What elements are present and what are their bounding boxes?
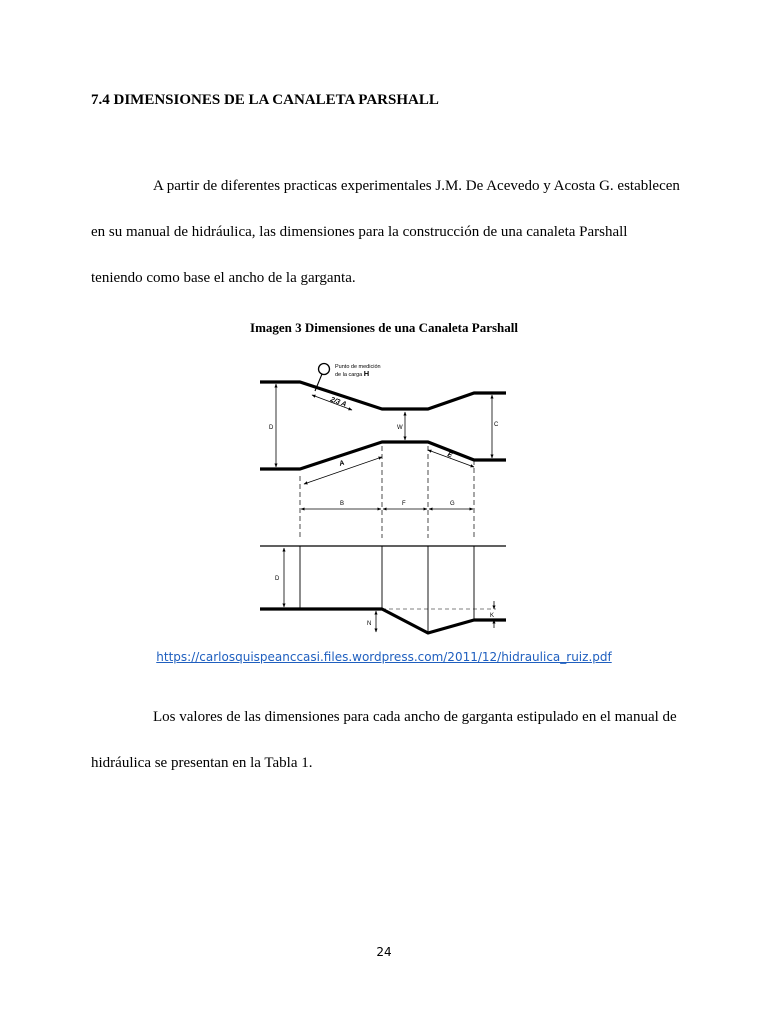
label-H: H (363, 369, 370, 378)
label-e: E (446, 451, 454, 460)
label-w: W (397, 425, 403, 431)
parshall-flume-diagram (256, 356, 512, 638)
label-punto-line2: de la carga (335, 372, 363, 378)
label-f: F (402, 501, 406, 507)
source-link[interactable]: https://carlosquispeanccasi.files.wordpress.com/2011/12/hidraulica_ruiz.pdf (156, 650, 612, 664)
label-d-plan: D (269, 425, 274, 431)
label-c: C (494, 422, 499, 428)
closing-paragraph (91, 694, 681, 786)
measuring-point-icon (315, 364, 330, 392)
label-a: A (338, 459, 346, 468)
label-g: G (450, 501, 455, 507)
label-two-thirds-a: 2/3 A (329, 396, 348, 409)
closing-paragraph-text: Los valores de las dimensiones para cada ancho de garganta estipulado en el manual de hidráulica se presentan en la Tabla 1. (91, 709, 677, 771)
label-n: N (367, 621, 372, 627)
label-d-elevation: D (275, 576, 280, 582)
page-number: 24 (376, 945, 392, 959)
label-k: K (490, 613, 495, 619)
elevation-floor (260, 609, 506, 633)
label-punto-line1: Punto de medición (335, 364, 381, 370)
label-b: B (340, 501, 345, 507)
plan-top-wall (260, 382, 506, 409)
section-heading: 7.4 DIMENSIONES DE LA CANALETA PARSHALL (91, 92, 439, 108)
elevation-verticals (300, 546, 474, 633)
intro-paragraph-text: A partir de diferentes practicas experimentales J.M. De Acevedo y Acosta G. establecen en su manual de hidráulica, las dimensiones para la construcción de una canaleta Parshall teniendo como base el ancho de la garganta. (91, 178, 680, 286)
svg-text:de la carga H (335, 369, 369, 378)
intro-paragraph (91, 163, 681, 301)
figure-caption: Imagen 3 Dimensiones de una Canaleta Parshall (250, 320, 518, 335)
